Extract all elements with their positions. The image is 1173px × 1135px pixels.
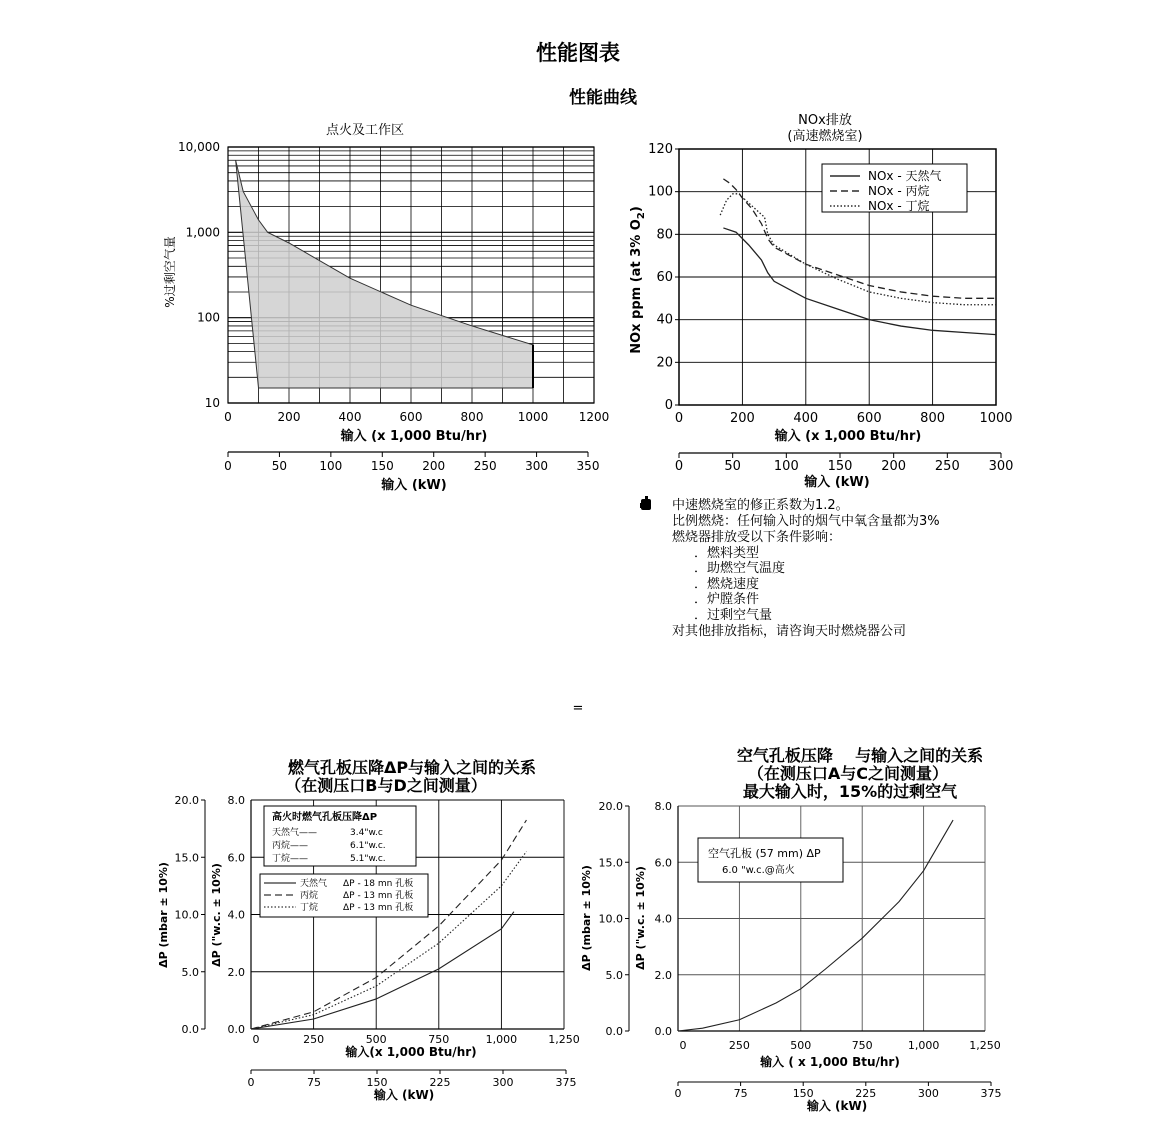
x2-tick-label: 225 — [429, 1076, 451, 1089]
chart4-title: 空气孔板压降 与输入之间的关系 — [736, 746, 984, 765]
y2-tick-label: 0.0 — [605, 1025, 623, 1038]
operating-region — [236, 160, 533, 388]
y-tick-label: 6.0 — [654, 856, 672, 870]
chart1-xlabel: 输入 (x 1,000 Btu/hr) — [340, 429, 488, 444]
page-subtitle: 性能曲线 — [569, 88, 637, 108]
page-separator: = — [572, 701, 584, 716]
y-tick-label: 80 — [656, 227, 673, 243]
x2-tick-label: 150 — [370, 459, 394, 473]
chart1-ylabel: %过剩空气量 — [163, 236, 177, 308]
series-line — [251, 912, 514, 1029]
x-tick-label: 250 — [728, 1039, 750, 1052]
x-tick-label: 400 — [793, 411, 819, 426]
legend-value: 6.1"w.c. — [350, 841, 386, 851]
x2-tick-label: 50 — [724, 459, 741, 474]
x-tick-label: 0 — [674, 411, 684, 426]
chart2-xlabel: 输入 (x 1,000 Btu/hr) — [774, 429, 922, 444]
x2-tick-label: 75 — [733, 1087, 748, 1100]
legend-box-air — [698, 838, 843, 882]
x-tick-label: 0 — [224, 410, 232, 424]
x2-tick-label: 375 — [980, 1087, 1002, 1100]
x-tick-label: 1000 — [517, 410, 549, 424]
legend-value: 3.4"w.c — [350, 828, 383, 838]
x-tick-label: 750 — [851, 1039, 873, 1052]
x2-tick-label: 350 — [576, 459, 600, 473]
note-line: 中速燃烧室的修正系数为1.2。 — [672, 498, 849, 513]
legend-label: 丁烷 — [300, 903, 319, 913]
x2-tick-label: 150 — [827, 459, 853, 474]
air-orifice-dp-chart — [580, 746, 1002, 1113]
y-tick-label: 2.0 — [227, 965, 245, 979]
chart1-x2label: 输入 (kW) — [381, 478, 447, 493]
chart4-y2label: ΔP (mbar ± 10%) — [580, 865, 593, 971]
y-tick-label: 20 — [656, 355, 673, 371]
legend-label: 丙烷—— — [272, 841, 309, 851]
chart3-y2label: ΔP (mbar ± 10%) — [157, 862, 170, 968]
legend-label: NOx - 天然气 — [868, 169, 942, 183]
legend-value: ΔP - 13 mn 孔板 — [343, 891, 414, 901]
chart2-x2label: 输入 (kW) — [804, 475, 870, 490]
legend-label: 丁烷—— — [272, 854, 309, 864]
x-tick-label: 200 — [729, 411, 755, 426]
y2-tick-label: 5.0 — [181, 965, 199, 979]
y2-tick-label: 15.0 — [598, 856, 623, 870]
x-tick-label: 1200 — [578, 410, 610, 424]
x-tick-label: 600 — [399, 410, 423, 424]
x2-tick-label: 50 — [271, 459, 288, 473]
note-line: ．炉膛条件 — [694, 592, 760, 607]
y-tick-label: 10,000 — [178, 140, 220, 154]
x-tick-label: 750 — [428, 1033, 450, 1046]
x-tick-label: 1,000 — [485, 1033, 518, 1046]
x-tick-label: 500 — [365, 1033, 387, 1046]
x2-tick-label: 0 — [674, 1087, 682, 1100]
y-tick-label: 120 — [648, 142, 673, 157]
chart4-ylabel: ΔP ("w.c. ± 10%) — [634, 866, 647, 970]
chart4-xlabel: 输入 ( x 1,000 Btu/hr) — [760, 1055, 900, 1069]
y-tick-label: 60 — [656, 270, 673, 285]
x-tick-label: 600 — [856, 411, 882, 426]
x2-tick-label: 100 — [773, 459, 799, 474]
y-tick-label: 0 — [664, 398, 673, 413]
chart3-xlabel: 输入(x 1,000 Btu/hr) — [345, 1045, 477, 1059]
note-line: 对其他排放指标，请咨询天时燃烧器公司 — [672, 624, 907, 639]
y2-tick-label: 10.0 — [598, 912, 623, 926]
legend-value: 5.1"w.c. — [350, 854, 386, 864]
chart4-subtitle: （在测压口A与C之间测量） — [747, 764, 949, 783]
x2-tick-label: 150 — [792, 1087, 814, 1100]
x2-tick-label: 250 — [934, 459, 960, 474]
x-tick-label: 0 — [252, 1033, 260, 1046]
note-line: ．过剩空气量 — [694, 608, 773, 623]
legend-box-high-fire — [264, 806, 416, 866]
x2-tick-label: 300 — [917, 1087, 939, 1100]
y-tick-label: 6.0 — [227, 851, 245, 865]
x2-tick-label: 300 — [492, 1076, 514, 1089]
y2-tick-label: 20.0 — [174, 794, 199, 807]
y-tick-label: 8.0 — [227, 794, 245, 807]
chart1-title: 点火及工作区 — [325, 123, 405, 138]
chart3-x2label: 输入 (kW) — [373, 1088, 435, 1102]
x2-tick-label: 200 — [881, 459, 907, 474]
x-tick-label: 1000 — [979, 411, 1013, 426]
chart4-subtitle2: 最大输入时，15%的过剩空气 — [742, 782, 958, 801]
notes-block — [640, 496, 940, 639]
x-tick-label: 1,250 — [548, 1033, 580, 1046]
legend-label: NOx - 丁烷 — [868, 199, 930, 213]
x2-tick-label: 150 — [366, 1076, 388, 1089]
y-tick-label: 4.0 — [227, 908, 245, 922]
chart3-ylabel: ΔP ("w.c. ± 10%) — [210, 863, 223, 967]
chart4-x2label: 输入 (kW) — [806, 1099, 868, 1113]
nox-emissions-chart — [629, 112, 1013, 490]
legend-label: 天然气 — [300, 879, 328, 889]
note-line: ．燃料类型 — [694, 546, 760, 561]
x2-tick-label: 0 — [674, 459, 684, 474]
operating-range-chart — [162, 122, 609, 493]
series-line — [723, 228, 996, 335]
x2-tick-label: 100 — [319, 459, 343, 473]
x2-tick-label: 0 — [247, 1076, 255, 1089]
y2-tick-label: 5.0 — [605, 968, 623, 982]
x2-tick-label: 75 — [307, 1076, 321, 1089]
y-tick-label: 0.0 — [227, 1023, 245, 1036]
y2-tick-label: 0.0 — [181, 1023, 199, 1036]
x-tick-label: 200 — [277, 410, 301, 424]
y2-tick-label: 20.0 — [598, 800, 623, 813]
x-tick-label: 400 — [338, 410, 362, 424]
legend-label: 丙烷 — [300, 891, 319, 901]
chart2-title: NOx排放 — [798, 113, 852, 128]
x2-tick-label: 0 — [224, 459, 232, 473]
x-tick-label: 800 — [460, 410, 484, 424]
x2-tick-label: 300 — [525, 459, 549, 473]
legend-title: 高火时燃气孔板压降ΔP — [272, 812, 378, 823]
chart-legend — [822, 164, 967, 213]
y-tick-label: 0.0 — [654, 1025, 672, 1038]
note-line: 燃烧器排放受以下条件影响： — [672, 530, 842, 545]
chart2-subtitle: (高速燃烧室) — [787, 129, 863, 144]
legend-box-orifice — [260, 874, 428, 917]
x-tick-label: 800 — [920, 411, 946, 426]
x-tick-label: 1,250 — [969, 1039, 1001, 1052]
note-line: ．燃烧速度 — [694, 577, 760, 592]
x2-tick-label: 200 — [422, 459, 446, 473]
legend-label: NOx - 丙烷 — [868, 184, 930, 198]
note-line: ．助燃空气温度 — [694, 561, 786, 576]
x-tick-label: 250 — [303, 1033, 325, 1046]
legend-value: ΔP - 18 mn 孔板 — [343, 879, 414, 889]
legend-label: 天然气—— — [272, 828, 318, 838]
y-tick-label: 4.0 — [654, 912, 672, 926]
note-line: 比例燃烧：任何输入时的烟气中氧含量都为3% — [672, 514, 940, 529]
chart3-subtitle: （在测压口B与D之间测量） — [285, 776, 487, 795]
x2-tick-label: 300 — [988, 459, 1014, 474]
y2-tick-label: 10.0 — [174, 908, 199, 922]
y-tick-label: 8.0 — [654, 800, 672, 813]
y-tick-label: 100 — [648, 184, 673, 200]
y-tick-label: 1,000 — [185, 225, 220, 240]
x-tick-label: 1,000 — [907, 1039, 940, 1052]
x-tick-label: 500 — [790, 1039, 812, 1052]
page-title: 性能图表 — [536, 41, 620, 65]
y-tick-label: 40 — [656, 312, 673, 328]
y-tick-label: 100 — [197, 310, 220, 325]
legend-value: 6.0 "w.c.@高火 — [722, 865, 795, 876]
x2-tick-label: 250 — [473, 459, 497, 473]
y-tick-label: 10 — [204, 396, 220, 410]
chart3-title: 燃气孔板压降ΔP与输入之间的关系 — [287, 758, 537, 777]
legend-label: 空气孔板 (57 mm) ΔP — [708, 847, 821, 860]
legend-value: ΔP - 13 mn 孔板 — [343, 903, 414, 913]
x2-tick-label: 375 — [555, 1076, 577, 1089]
x-tick-label: 0 — [679, 1039, 687, 1052]
y-tick-label: 2.0 — [654, 968, 672, 982]
gas-orifice-dp-chart — [157, 758, 580, 1102]
chart2-ylabel: NOx ppm (at 3% $O_2$) — [629, 206, 647, 354]
y2-tick-label: 15.0 — [174, 851, 199, 865]
x2-tick-label: 225 — [855, 1087, 877, 1100]
hand-pointer-icon — [640, 496, 651, 510]
